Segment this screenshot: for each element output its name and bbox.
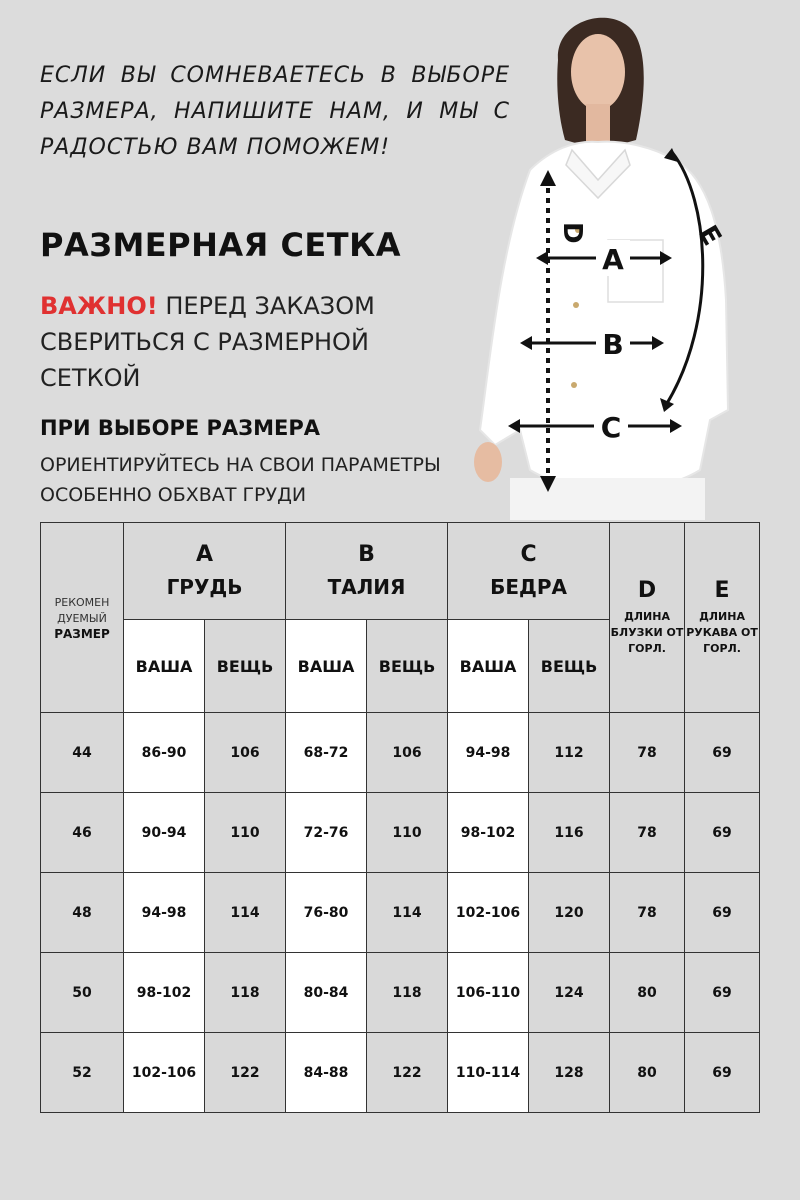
page-title: РАЗМЕРНАЯ СЕТКА	[40, 226, 402, 264]
sub-header-yours: ВАША	[448, 620, 529, 713]
b-yours-cell: 68-72	[286, 713, 367, 793]
group-c-name: БЕДРА	[490, 575, 567, 599]
important-accent: ВАЖНО!	[40, 292, 158, 320]
hint-heading: ПРИ ВЫБОРЕ РАЗМЕРА	[40, 416, 320, 440]
d-cell: 80	[610, 1033, 685, 1113]
e-letter: E	[714, 578, 730, 603]
b-item-cell: 110	[367, 793, 448, 873]
table-row	[41, 953, 760, 1033]
recommended-caption: РЕКОМЕН ДУЕМЫЙ	[54, 595, 110, 625]
c-item-cell: 124	[529, 953, 610, 1033]
intro-text: ЕСЛИ ВЫ СОМНЕВАЕТЕСЬ В ВЫБОРЕ РАЗМЕРА, НАПИШИТЕ НАМ, И МЫ С РАДОСТЬЮ ВАМ ПОМОЖЕМ!	[40, 63, 510, 160]
e-desc: ДЛИНА РУКАВА ОТ ГОРЛ.	[686, 610, 758, 655]
size-cell: 46	[41, 793, 124, 873]
sub-header-yours: ВАША	[286, 620, 367, 713]
b-yours-cell: 76-80	[286, 873, 367, 953]
e-cell: 69	[685, 793, 760, 873]
c-yours-cell: 106-110	[448, 953, 529, 1033]
a-yours-cell: 86-90	[124, 713, 205, 793]
important-text: ПЕРЕД ЗАКАЗОМ СВЕРИТЬСЯ С РАЗМЕРНОЙ СЕТКОЙ	[40, 292, 375, 392]
a-item-cell: 106	[205, 713, 286, 793]
c-item-cell: 112	[529, 713, 610, 793]
d-cell: 78	[610, 873, 685, 953]
size-cell: 52	[41, 1033, 124, 1113]
size-cell: 48	[41, 873, 124, 953]
a-item-cell: 122	[205, 1033, 286, 1113]
label-a: A	[602, 243, 624, 276]
label-b: B	[602, 328, 624, 361]
c-item-cell: 128	[529, 1033, 610, 1113]
group-a-letter: A	[195, 542, 214, 567]
table-row	[41, 793, 760, 873]
size-cell: 44	[41, 713, 124, 793]
group-b-header	[286, 523, 448, 620]
group-b-name: ТАЛИЯ	[327, 575, 406, 599]
d-cell: 78	[610, 713, 685, 793]
table-row	[41, 713, 760, 793]
e-header	[685, 523, 760, 713]
group-c-letter: C	[520, 542, 537, 567]
a-yours-cell: 102-106	[124, 1033, 205, 1113]
d-cell: 80	[610, 953, 685, 1033]
a-item-cell: 118	[205, 953, 286, 1033]
important-note	[40, 288, 420, 396]
e-cell: 69	[685, 873, 760, 953]
table-row	[41, 873, 760, 953]
b-yours-cell: 80-84	[286, 953, 367, 1033]
b-item-cell: 106	[367, 713, 448, 793]
recommended-main: РАЗМЕР	[54, 626, 110, 641]
c-yours-cell: 110-114	[448, 1033, 529, 1113]
c-item-cell: 116	[529, 793, 610, 873]
size-cell: 50	[41, 953, 124, 1033]
label-e: E	[691, 220, 727, 251]
b-yours-cell: 84-88	[286, 1033, 367, 1113]
hand-shape	[474, 442, 502, 482]
e-cell: 69	[685, 1033, 760, 1113]
sub-header-item: ВЕЩЬ	[205, 620, 286, 713]
d-desc: ДЛИНА БЛУЗКИ ОТ ГОРЛ.	[610, 610, 684, 655]
a-item-cell: 114	[205, 873, 286, 953]
a-item-cell: 110	[205, 793, 286, 873]
neck-shape	[586, 104, 610, 144]
group-a-header	[124, 523, 286, 620]
table-row	[41, 1033, 760, 1113]
a-yours-cell: 98-102	[124, 953, 205, 1033]
recommended-size-header	[41, 523, 124, 713]
e-cell: 69	[685, 713, 760, 793]
model-illustration	[460, 0, 800, 520]
trousers-shape	[510, 478, 705, 520]
sub-header-yours: ВАША	[124, 620, 205, 713]
b-item-cell: 114	[367, 873, 448, 953]
a-yours-cell: 94-98	[124, 873, 205, 953]
shirt-button	[571, 382, 577, 388]
group-a-name: ГРУДЬ	[166, 575, 243, 599]
c-item-cell: 120	[529, 873, 610, 953]
hint-text: ОРИЕНТИРУЙТЕСЬ НА СВОИ ПАРАМЕТРЫ ОСОБЕННО ОБХВАТ ГРУДИ	[40, 454, 441, 506]
b-yours-cell: 72-76	[286, 793, 367, 873]
group-c-header	[448, 523, 610, 620]
face-shape	[571, 34, 625, 110]
size-table	[40, 522, 760, 1113]
e-cell: 69	[685, 953, 760, 1033]
b-item-cell: 118	[367, 953, 448, 1033]
b-item-cell: 122	[367, 1033, 448, 1113]
sub-header-item: ВЕЩЬ	[529, 620, 610, 713]
label-d: D	[557, 222, 587, 244]
c-yours-cell: 98-102	[448, 793, 529, 873]
c-yours-cell: 102-106	[448, 873, 529, 953]
d-letter: D	[637, 578, 657, 603]
a-yours-cell: 90-94	[124, 793, 205, 873]
d-cell: 78	[610, 793, 685, 873]
c-yours-cell: 94-98	[448, 713, 529, 793]
label-c: C	[600, 411, 622, 444]
group-b-letter: B	[358, 542, 375, 567]
shirt-button	[573, 302, 579, 308]
d-header	[610, 523, 685, 713]
sub-header-item: ВЕЩЬ	[367, 620, 448, 713]
